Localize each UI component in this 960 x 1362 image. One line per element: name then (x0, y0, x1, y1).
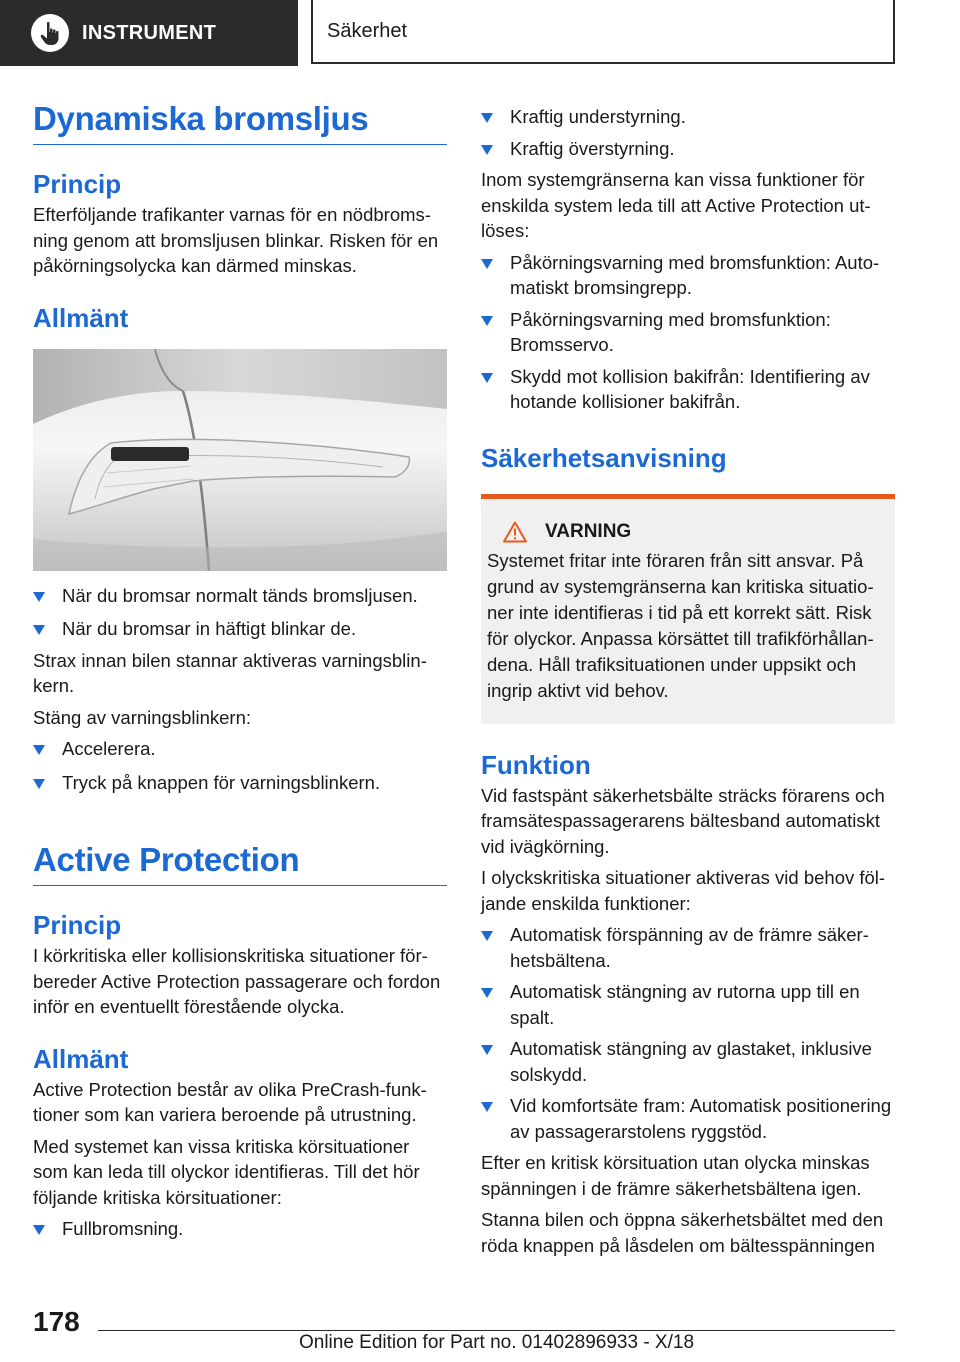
touch-hand-icon (30, 13, 70, 53)
system-limits-text: Inom systemgränserna kan vissa funktioner för enskilda system leda till att Active Protection utlöses: (481, 169, 871, 241)
heading-general-2: Allmänt (33, 1043, 129, 1074)
general-text-2: Med systemet kan vissa kritiska körsituationer som kan leda till olyckor identifieras. Till det hör följande kritiska körsituationer: (33, 1135, 420, 1208)
list-item: Automatisk stängning av rutorna upp till en spalt. (481, 979, 895, 1030)
heading-general: Allmänt (33, 302, 129, 333)
bullet-triangle-icon (33, 592, 45, 602)
heading-principle-2: Princip (33, 910, 122, 940)
stop-vehicle-text: Stanna bilen och öppna säkerhetsbältet med den röda knappen på låsdelen om bältesspänningen (481, 1209, 884, 1256)
trigger-list (481, 250, 895, 415)
list-item: Kraftig överstyrning. (481, 136, 895, 162)
list-item: Accelerera. (33, 736, 447, 762)
situations-list-continued (481, 104, 895, 161)
heading-active-protection: Active Protection (33, 841, 447, 886)
list-item: Påkörningsvarning med bromsfunktion: Automatiskt bromsingrepp. (481, 250, 895, 301)
function-list (481, 922, 895, 1144)
list-item: Skydd mot kollision bakifrån: Identifiering av hotande kollisioner bakifrån. (481, 364, 895, 415)
left-column (33, 100, 447, 1242)
page-footer (0, 1290, 960, 1362)
bullet-triangle-icon (33, 625, 45, 635)
bullet-triangle-icon (481, 373, 493, 383)
function-text-1: Vid fastspänt säkerhetsbälte sträcks förarens och framsätespassagerarens bältesband automatiskt vid ivägkörning. (481, 784, 885, 857)
section-label: Säkerhet (327, 19, 408, 42)
warning-triangle-icon (503, 521, 527, 543)
list-item: Påkörningsvarning med bromsfunktion: Bromsservo. (481, 307, 895, 358)
heading-dynamic-brake-lights: Dynamiska bromsljus (33, 100, 447, 145)
edition-text: Online Edition for Part no. 01402896933 - X/18 (298, 1332, 695, 1353)
heading-principle: Princip (33, 169, 122, 199)
function-text-2: I olyckskritiska situationer aktiveras vid behov följande enskilda funktioner: (481, 867, 886, 914)
list-item: Fullbromsning. (33, 1216, 447, 1242)
bullet-triangle-icon (481, 259, 493, 269)
list-item: Kraftig understyrning. (481, 104, 895, 130)
bullet-triangle-icon (33, 745, 45, 755)
list-item: Tryck på knappen för varningsblinkern. (33, 770, 447, 796)
right-column (481, 100, 895, 1258)
heading-function: Funktion (481, 749, 591, 780)
tail-light-image (33, 349, 447, 571)
principle-text: Efterföljande trafikanter varnas för en nödbromsning genom att bromsljusen blinkar. Risken för en påkörningsolycka kan därmed minskas. (33, 204, 439, 276)
list-item: Vid komfortsäte fram: Automatisk positionering av passagerarstolens ryggstöd. (481, 1093, 895, 1144)
after-situation-text: Efter en kritisk körsituation utan olycka minskas spänningen i de främre säkerhetsbältena igen. (481, 1152, 870, 1199)
bullet-triangle-icon (481, 316, 493, 326)
hazard-info-text: Strax innan bilen stannar aktiveras varningsblinkern. (33, 649, 427, 696)
page-header (0, 0, 960, 66)
page-number: 178 (33, 1306, 80, 1337)
bullet-triangle-icon (481, 145, 493, 155)
bullet-triangle-icon (481, 1045, 493, 1055)
warning-box (481, 494, 895, 724)
hazard-off-text: Stäng av varningsblinkern: (33, 706, 252, 728)
brake-light-list (33, 583, 447, 642)
bullet-triangle-icon (33, 1225, 45, 1235)
section-tab[interactable] (311, 0, 895, 64)
general-text-1: Active Protection består av olika PreCrash-funktioner som kan variera beroende på utrustning. (33, 1078, 427, 1125)
bullet-triangle-icon (481, 1102, 493, 1112)
list-item: När du bromsar in häftigt blinkar de. (33, 616, 447, 642)
bullet-triangle-icon (481, 113, 493, 123)
chapter-tab[interactable] (0, 0, 298, 66)
bullet-triangle-icon (481, 988, 493, 998)
heading-safety-notice: Säkerhetsanvisning (481, 442, 727, 473)
warning-text: Systemet fritar inte föraren från sitt ansvar. På grund av systemgränserna kan kritiska situationer inte identifieras i tid på ett korrekt sätt. Risk för olyckor. Anpassa körsättet till trafikförhållandena. Håll trafiksituationen under uppsikt och ingrip aktivt vid behov. (487, 549, 874, 701)
hazard-off-list (33, 736, 447, 795)
principle-text-2: I körkritiska eller kollisionskritiska situationer förbereder Active Protection passagerare och fordon inför en eventuellt förestående olycka. (33, 945, 441, 1017)
chapter-label: INSTRUMENT (82, 21, 217, 44)
footer-divider (98, 1330, 895, 1331)
warning-title: VARNING (487, 521, 889, 543)
list-item: Automatisk förspänning av de främre säkerhetsbältena. (481, 922, 895, 973)
bullet-triangle-icon (481, 931, 493, 941)
situations-list (33, 1216, 447, 1242)
list-item: När du bromsar normalt tänds bromsljusen. (33, 583, 447, 609)
list-item: Automatisk stängning av glastaket, inklusive solskydd. (481, 1036, 895, 1087)
bullet-triangle-icon (33, 779, 45, 789)
